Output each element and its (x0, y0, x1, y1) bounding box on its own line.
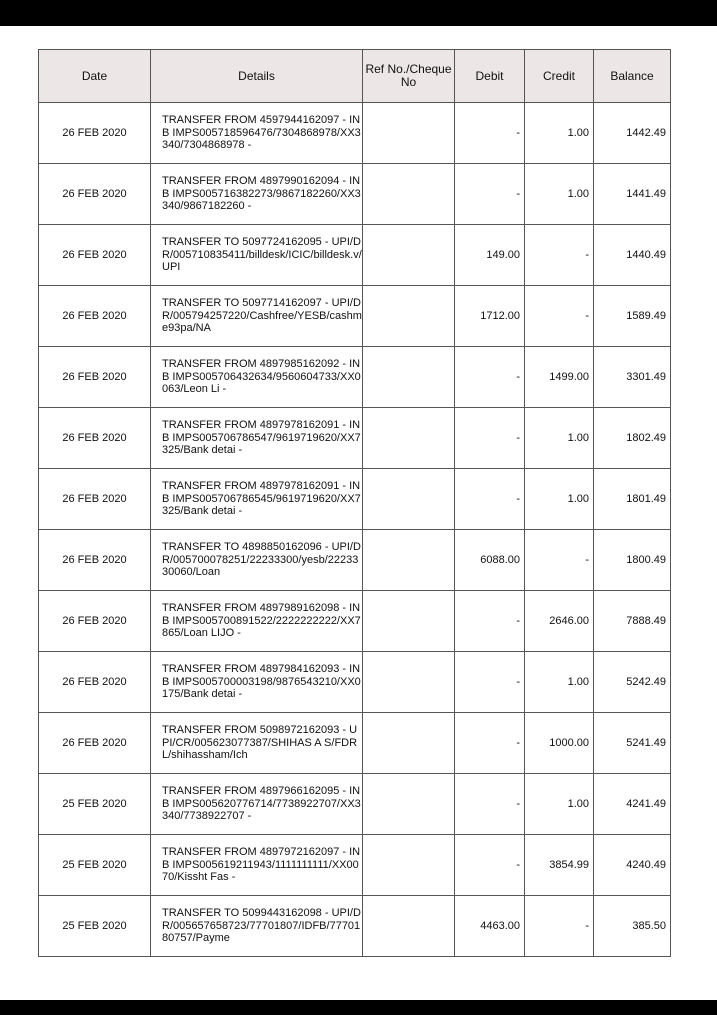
row-date: 26 FEB 2020 (39, 347, 151, 408)
row-ref-no (363, 591, 455, 652)
row-date: 26 FEB 2020 (39, 713, 151, 774)
row-debit: - (455, 652, 525, 713)
row-details: TRANSFER FROM 4597944162097 - INB IMPS005718596476/7304868978/XX3340/7304868978 - (151, 103, 363, 164)
row-date: 26 FEB 2020 (39, 103, 151, 164)
row-credit: 3854.99 (525, 835, 594, 896)
row-details: TRANSFER TO 5097724162095 - UPI/DR/005710835411/billdesk/ICIC/billdesk.v/UPI (151, 225, 363, 286)
row-ref-no (363, 530, 455, 591)
header-details: Details (151, 50, 363, 103)
row-ref-no (363, 774, 455, 835)
row-debit: - (455, 713, 525, 774)
row-ref-no (363, 408, 455, 469)
table-row (39, 530, 671, 591)
table-row (39, 896, 671, 957)
row-debit: - (455, 103, 525, 164)
row-credit: - (525, 530, 594, 591)
table-header-row (39, 50, 671, 103)
row-ref-no (363, 164, 455, 225)
header-debit: Debit (455, 50, 525, 103)
row-date: 25 FEB 2020 (39, 835, 151, 896)
row-credit: 1499.00 (525, 347, 594, 408)
row-credit: 1.00 (525, 408, 594, 469)
row-details: TRANSFER FROM 4897966162095 - INB IMPS005620776714/7738922707/XX3340/7738922707 - (151, 774, 363, 835)
header-date: Date (39, 50, 151, 103)
row-date: 26 FEB 2020 (39, 164, 151, 225)
header-credit: Credit (525, 50, 594, 103)
row-ref-no (363, 286, 455, 347)
table-row (39, 164, 671, 225)
row-balance: 5242.49 (594, 652, 671, 713)
row-debit: - (455, 164, 525, 225)
row-date: 25 FEB 2020 (39, 774, 151, 835)
row-details: TRANSFER FROM 4897990162094 - INB IMPS005716382273/9867182260/XX3340/9867182260 - (151, 164, 363, 225)
row-date: 26 FEB 2020 (39, 652, 151, 713)
row-details: TRANSFER FROM 4897984162093 - INB IMPS005700003198/9876543210/XX0175/Bank detai - (151, 652, 363, 713)
transactions-table (38, 49, 671, 957)
row-ref-no (363, 347, 455, 408)
row-credit: 1.00 (525, 103, 594, 164)
row-credit: 1.00 (525, 469, 594, 530)
row-details: TRANSFER FROM 4897985162092 - INB IMPS005706432634/9560604733/XX0063/Leon Li - (151, 347, 363, 408)
row-details: TRANSFER FROM 4897978162091 - INB IMPS005706786545/9619719620/XX7325/Bank detai - (151, 469, 363, 530)
header-balance: Balance (594, 50, 671, 103)
row-balance: 3301.49 (594, 347, 671, 408)
row-balance: 5241.49 (594, 713, 671, 774)
row-details: TRANSFER FROM 4897978162091 - INB IMPS005706786547/9619719620/XX7325/Bank detai - (151, 408, 363, 469)
row-credit: 1000.00 (525, 713, 594, 774)
row-debit: 1712.00 (455, 286, 525, 347)
row-debit: - (455, 408, 525, 469)
row-balance: 1440.49 (594, 225, 671, 286)
row-details: TRANSFER TO 5099443162098 - UPI/DR/005657658723/77701807/IDFB/7770180757/Payme (151, 896, 363, 957)
table-row (39, 774, 671, 835)
row-debit: - (455, 835, 525, 896)
row-ref-no (363, 469, 455, 530)
row-credit: - (525, 896, 594, 957)
row-ref-no (363, 835, 455, 896)
row-credit: - (525, 286, 594, 347)
row-balance: 4240.49 (594, 835, 671, 896)
row-date: 26 FEB 2020 (39, 591, 151, 652)
row-debit: 149.00 (455, 225, 525, 286)
table-row (39, 835, 671, 896)
row-debit: - (455, 591, 525, 652)
row-credit: - (525, 225, 594, 286)
row-balance: 7888.49 (594, 591, 671, 652)
row-ref-no (363, 225, 455, 286)
header-ref-no: Ref No./Cheque No (363, 50, 455, 103)
row-details: TRANSFER FROM 4897972162097 - INB IMPS005619211943/1111111111/XX0070/Kissht Fas - (151, 835, 363, 896)
row-ref-no (363, 652, 455, 713)
row-credit: 1.00 (525, 652, 594, 713)
row-ref-no (363, 896, 455, 957)
row-credit: 1.00 (525, 774, 594, 835)
row-ref-no (363, 713, 455, 774)
row-date: 26 FEB 2020 (39, 225, 151, 286)
table-row (39, 591, 671, 652)
row-details: TRANSFER TO 5097714162097 - UPI/DR/005794257220/Cashfree/YESB/cashme93pa/NA (151, 286, 363, 347)
row-balance: 385.50 (594, 896, 671, 957)
row-details: TRANSFER TO 4898850162096 - UPI/DR/005700078251/22233300/yesb/2223330060/Loan (151, 530, 363, 591)
table-row (39, 286, 671, 347)
table-row (39, 103, 671, 164)
row-balance: 1802.49 (594, 408, 671, 469)
row-debit: - (455, 347, 525, 408)
table-row (39, 408, 671, 469)
row-date: 26 FEB 2020 (39, 408, 151, 469)
row-balance: 1589.49 (594, 286, 671, 347)
row-debit: 4463.00 (455, 896, 525, 957)
row-details: TRANSFER FROM 5098972162093 - UPI/CR/005623077387/SHIHAS A S/FDRL/shihassham/Ich (151, 713, 363, 774)
row-date: 26 FEB 2020 (39, 469, 151, 530)
row-balance: 1441.49 (594, 164, 671, 225)
table-row (39, 652, 671, 713)
row-debit: - (455, 774, 525, 835)
table-row (39, 225, 671, 286)
row-details: TRANSFER FROM 4897989162098 - INB IMPS005700891522/2222222222/XX7865/Loan LIJO - (151, 591, 363, 652)
table-row (39, 713, 671, 774)
row-ref-no (363, 103, 455, 164)
row-balance: 4241.49 (594, 774, 671, 835)
row-date: 26 FEB 2020 (39, 530, 151, 591)
row-balance: 1801.49 (594, 469, 671, 530)
row-debit: - (455, 469, 525, 530)
row-balance: 1442.49 (594, 103, 671, 164)
statement-page (0, 26, 717, 1000)
row-credit: 2646.00 (525, 591, 594, 652)
table-row (39, 469, 671, 530)
row-date: 25 FEB 2020 (39, 896, 151, 957)
row-balance: 1800.49 (594, 530, 671, 591)
row-debit: 6088.00 (455, 530, 525, 591)
row-credit: 1.00 (525, 164, 594, 225)
table-row (39, 347, 671, 408)
row-date: 26 FEB 2020 (39, 286, 151, 347)
